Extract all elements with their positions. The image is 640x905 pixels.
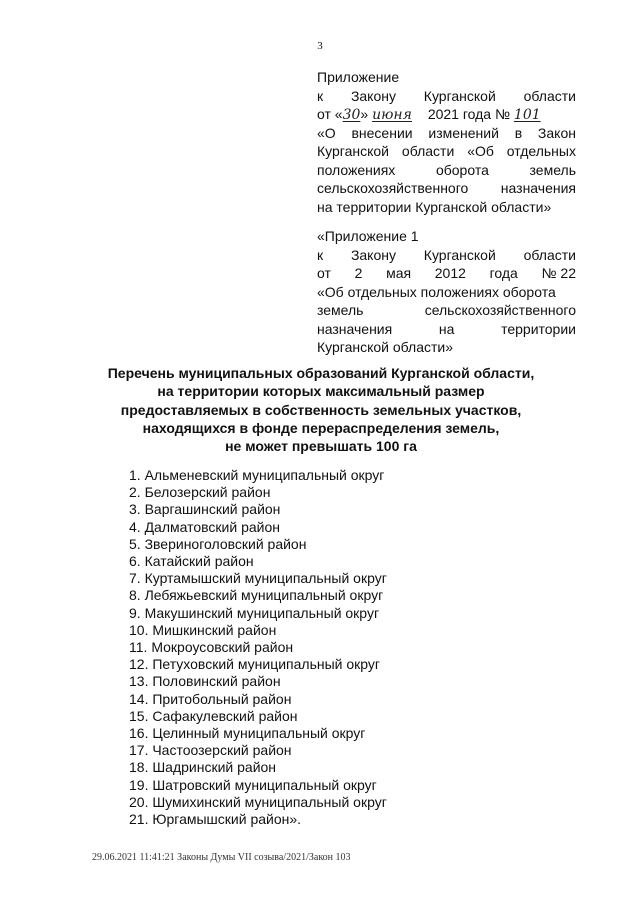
title-line: предоставляемых в собственность земельных участков,	[120, 401, 522, 418]
list-item: 4. Далматовский район	[129, 518, 280, 535]
list-item: 14. Притобольный район	[129, 690, 292, 707]
page-number: 3	[317, 40, 323, 52]
appendix1-line-5: земель сельскохозяйственного	[317, 302, 576, 318]
appendix1-line-7: Курганской области»	[317, 339, 454, 355]
appendix-line-6: положениях оборота земель	[317, 161, 576, 178]
list-item: 11. Мокроусовский район	[129, 639, 294, 656]
list-item: 12. Петуховский муниципальный округ	[129, 656, 381, 673]
list-item: 9. Макушинский муниципальный округ	[129, 604, 380, 621]
document-title	[90, 364, 552, 455]
list-item: 5. Звериноголовский район	[129, 535, 307, 552]
handwritten-month: июня	[372, 107, 412, 123]
list-item: 19. Шатровский муниципальный округ	[129, 776, 377, 793]
appendix-line-7: сельскохозяйственного назначения	[317, 180, 576, 196]
appendix1-date-line: от 2 мая 2012 года № 22	[317, 265, 576, 281]
list-item: 2. Белозерский район	[129, 484, 271, 501]
handwritten-number: 101	[513, 107, 541, 123]
municipality-list	[129, 467, 387, 828]
list-item: 16. Целинный муниципальный округ	[129, 725, 366, 742]
appendix1-line-4: «Об отдельных положениях оборота	[317, 283, 556, 300]
list-item: 10. Мишкинский район	[129, 621, 277, 638]
appendix1-line-2: к Закону Курганской области	[317, 246, 576, 263]
appendix1-block	[317, 227, 576, 357]
title-line: на территории которых максимальный размер	[157, 383, 485, 400]
list-item: 6. Катайский район	[129, 553, 254, 570]
list-item: 3. Варгашинский район	[129, 501, 281, 518]
appendix-line-5: Курганской области «Об отдельных	[317, 143, 576, 159]
list-item: 18. Шадринский район	[129, 759, 277, 776]
list-item: 20. Шумихинский муниципальный округ	[129, 793, 387, 810]
handwritten-day: 30	[342, 107, 361, 123]
appendix-line-8: на территории Курганской области»	[317, 198, 552, 215]
title-line: не может превышать 100 га	[225, 438, 417, 455]
title-line: Перечень муниципальных образований Курганской области,	[107, 365, 535, 381]
appendix1-line-6: назначения на территории	[317, 320, 576, 337]
list-item: 15. Сафакулевский район	[129, 707, 298, 724]
appendix-date-line: от «30» июня 2021 года № 101	[317, 106, 541, 123]
list-item: 13. Половинский район	[129, 673, 281, 690]
appendix1-heading: «Приложение 1	[317, 228, 419, 244]
appendix-line-2: к Закону Курганской области	[317, 87, 576, 104]
list-item: 8. Лебяжьевский муниципальный округ	[129, 587, 384, 604]
appendix-block	[317, 68, 576, 216]
appendix-line-4: «О внесении изменений в Закон	[317, 124, 576, 141]
list-item: 1. Альменевский муниципальный округ	[129, 467, 385, 483]
appendix-heading: Приложение	[317, 69, 400, 85]
list-item: 17. Частоозерский район	[129, 742, 292, 759]
title-line: находящихся в фонде перераспределения земель,	[142, 419, 500, 436]
list-item: 7. Куртамышский муниципальный округ	[129, 570, 387, 587]
document-footer: 29.06.2021 11:41:21 Законы Думы VII созыва/2021/Закон 103	[92, 852, 351, 863]
list-item: 21. Юргамышский район».	[129, 811, 302, 828]
